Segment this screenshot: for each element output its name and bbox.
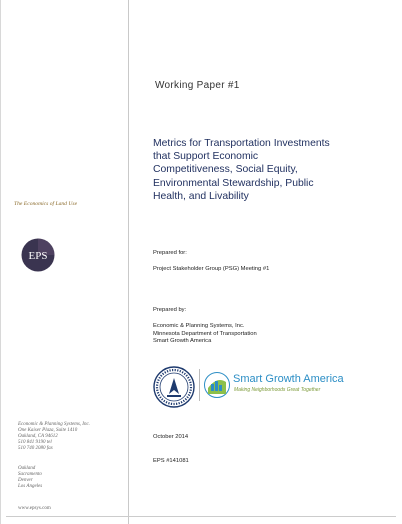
page-left-edge: [0, 0, 1, 524]
office-item: Oakland: [18, 466, 36, 471]
prepared-by-label: Prepared by:: [153, 307, 187, 313]
document-title: [153, 137, 393, 203]
website-link[interactable]: www.epsys.com: [18, 506, 51, 511]
title-line: Competitiveness, Social Equity,: [153, 164, 298, 176]
working-paper-heading: Working Paper #1: [155, 80, 240, 91]
smart-growth-america-logo: [204, 372, 230, 398]
title-line: Health, and Livability: [153, 190, 249, 202]
address-line: 510 841 9190 tel: [18, 440, 52, 445]
eps-logo: [21, 238, 55, 272]
title-line: Metrics for Transportation Investments: [153, 138, 330, 149]
bottom-rule: [6, 516, 396, 517]
title-line: Environmental Stewardship, Public: [153, 177, 314, 189]
address-line: Oakland, CA 94612: [18, 434, 58, 439]
sidebar-address-block: [18, 422, 90, 452]
smart-growth-america-tagline: Making Neighborhoods Great Together: [234, 387, 321, 393]
vertical-divider: [128, 0, 129, 524]
title-line: that Support Economic: [153, 151, 259, 163]
eps-number: EPS #141081: [153, 458, 189, 464]
address-line: One Kaiser Plaza, Suite 1410: [18, 428, 78, 433]
sidebar-offices: [18, 466, 42, 490]
address-line: 510 740 2080 fax: [18, 446, 53, 451]
document-date: October 2014: [153, 434, 189, 440]
prepared-for-value: Project Stakeholder Group (PSG) Meeting #1: [153, 266, 270, 272]
address-line: Economic & Planning Systems, Inc.: [18, 422, 90, 427]
prepared-by-item: Smart Growth America: [153, 338, 212, 345]
prepared-by-list: [153, 323, 257, 346]
prepared-by-item: Economic & Planning Systems, Inc.: [153, 323, 245, 329]
office-item: Sacramento: [18, 472, 42, 477]
prepared-for-label: Prepared for:: [153, 250, 187, 256]
prepared-by-item: Minnesota Department of Transportation: [153, 330, 257, 337]
mndot-seal-icon: [153, 366, 195, 408]
eps-tagline: The Economics of Land Use: [14, 201, 78, 207]
office-item: Los Angeles: [18, 484, 43, 489]
office-item: Denver: [18, 478, 33, 483]
logo-divider: [199, 369, 200, 401]
eps-logo-text: EPS: [28, 250, 48, 262]
smart-growth-america-title: Smart Growth America: [233, 373, 344, 385]
